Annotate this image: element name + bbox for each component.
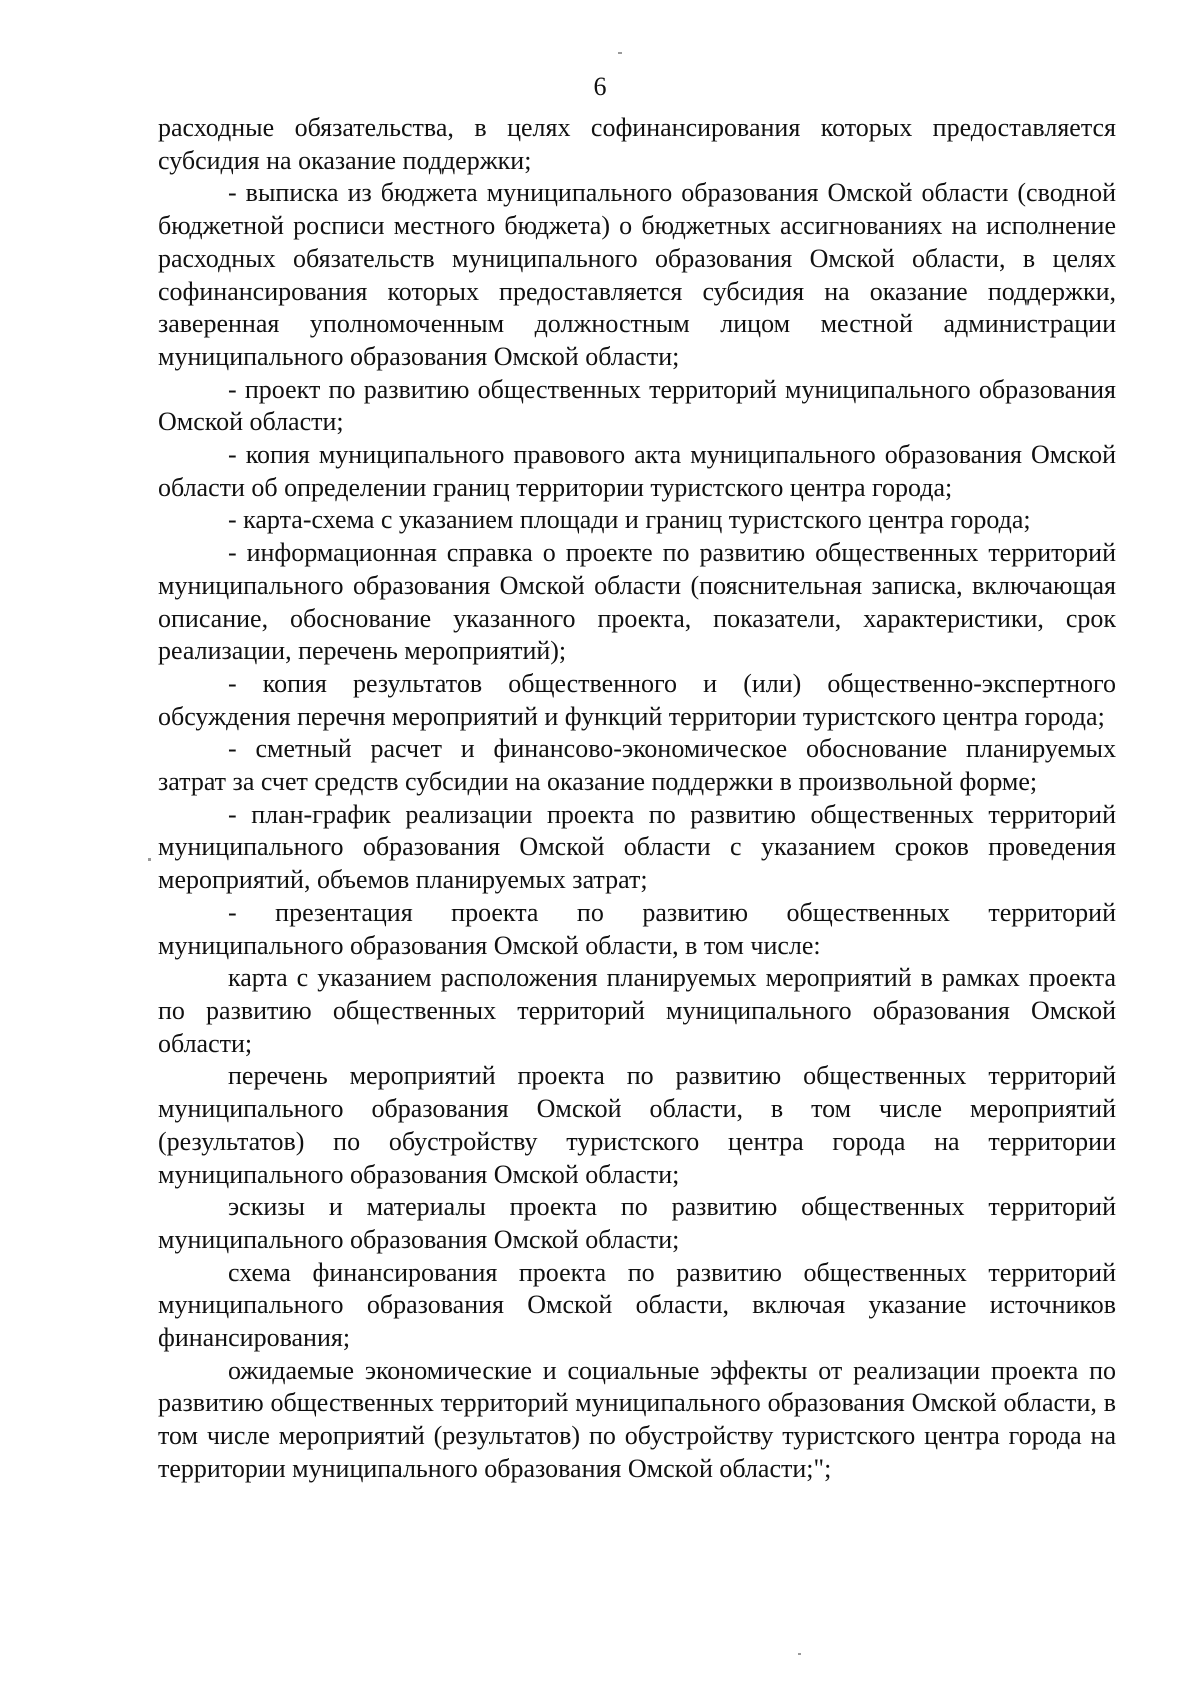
scan-speck [798, 1653, 801, 1655]
paragraph: - план-график реализации проекта по развитию общественных территорий муниципального образования Омской области с указанием сроков проведения мероприятий, объемов планируемых затрат; [158, 799, 1116, 895]
paragraph: - информационная справка о проекте по развитию общественных территорий муниципального образования Омской области (пояснительная записка, включающая описание, обоснование указанного проекта, показатели, характеристики, срок реализации, перечень мероприятий); [158, 538, 1116, 666]
paragraph: - выписка из бюджета муниципального образования Омской области (сводной бюджетной росписи местного бюджета) о бюджетных ассигнованиях на исполнение расходных обязательств муниципального образования Омской области, в целях софинансирования которых предоставляется субсидия на оказание поддержки, заверенная уполномоченным должностным лицом местной администрации муниципального образования Омской области; [158, 178, 1116, 371]
paragraph: расходные обязательства, в целях софинансирования которых предоставляется субсидия на оказание поддержки; [158, 113, 1116, 175]
paragraph: - карта-схема с указанием площади и границ туристского центра города; [228, 505, 1031, 535]
paragraph: - копия муниципального правового акта муниципального образования Омской области об определении границ территории туристского центра города; [158, 440, 1116, 502]
paragraph: - презентация проекта по развитию общественных территорий муниципального образования Омской области, в том числе: [158, 897, 1116, 960]
paragraph: эскизы и материалы проекта по развитию общественных территорий муниципального образования Омской области; [158, 1192, 1116, 1254]
document-body [158, 112, 1116, 1486]
scan-speck [148, 858, 151, 861]
paragraph: - проект по развитию общественных территорий муниципального образования Омской области; [158, 374, 1116, 437]
paragraph: - копия результатов общественного и (или) общественно-экспертного обсуждения перечня мероприятий и функций территории туристского центра города; [158, 668, 1116, 731]
scan-speck [618, 52, 622, 54]
paragraph: - сметный расчет и финансово-экономическое обоснование планируемых затрат за счет средств субсидии на оказание поддержки в произвольной форме; [158, 734, 1116, 797]
paragraph: карта с указанием расположения планируемых мероприятий в рамках проекта по развитию общественных территорий муниципального образования Омской области; [158, 963, 1116, 1058]
page-number: 6 [593, 72, 607, 101]
paragraph: ожидаемые экономические и социальные эффекты от реализации проекта по развитию общественных территорий муниципального образования Омской области, в том числе мероприятий (результатов) по обустройству туристского центра города на территории муниципального образования Омской области;"; [158, 1355, 1116, 1483]
paragraph: перечень мероприятий проекта по развитию общественных территорий муниципального образования Омской области, в том числе мероприятий (результатов) по обустройству туристского центра города на территории муниципального образования Омской области; [158, 1061, 1116, 1189]
paragraph: схема финансирования проекта по развитию общественных территорий муниципального образования Омской области, включая указание источников финансирования; [158, 1257, 1116, 1353]
